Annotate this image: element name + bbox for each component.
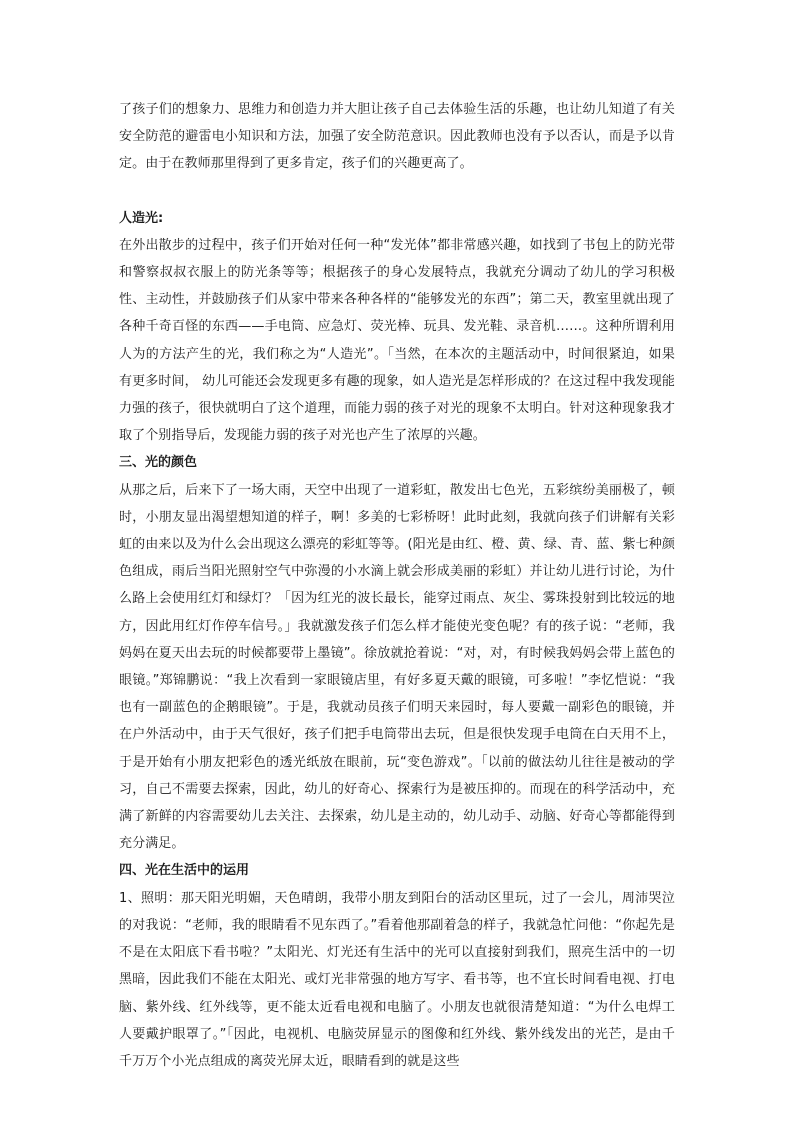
light-in-life-paragraph: 1、照明：那天阳光明媚，天色晴朗，我带小朋友到阳台的活动区里玩，过了一会儿，周沛哭泣的对我说：“老师，我的眼睛看不见东西了。”看着他那副着急的样子，我就急忙问他：“你起先是不是在太阳底下看书啦？”太阳光、灯光还有生活中的光可以直接射到我们，照亮生活中的一切黑暗，因此我们不能在太阳光、或灯光非常强的地方写字、看书等，也不宜长时间看电视、打电脑、紫外线、红外线等，更不能太近看电视和电脑了。小朋友也就很清楚知道：“为什么电焊工人要戴护眼罩了。”「因此，电视机、电脑荧屏显示的图像和红外线、紫外线发出的光芒，是由千千万万个小光点组成的离荧光屏太近，眼睛看到的就是这些 xyxy=(119,890,675,1069)
light-color-paragraph: 从那之后，后来下了一场大雨，天空中出现了一道彩虹，散发出七色光，五彩缤纷美丽极了，顿时，小朋友显出渴望想知道的样子，啊！多美的七彩桥呀！此时此刻，我就向孩子们讲解有关彩虹的由来以及为什么会出现这么漂亮的彩虹等等。(阳光是由红、橙、黄、绿、青、蓝、紫七种颜色组成，雨后当阳光照射空气中弥漫的小水滴上就会形成美丽的彩虹）并让幼儿进行讨论，为什么路上会使用红灯和绿灯？「因为红光的波长最长，能穿过雨点、灰尘、雾珠投射到比较远的地方，因此用红灯作停车信号。」我就激发孩子们怎么样才能使光变色呢？有的孩子说：“老师，我妈妈在夏天出去玩的时候都要带上墨镜”。徐放就抢着说：“对，对，有时候我妈妈会带上蓝色的眼镜。”郑锦鹏说：“我上次看到一家眼镜店里，有好多夏天戴的眼镜，可多啦！”李忆恺说：“我也有一副蓝色的企鹅眼镜”。于是，我就动员孩子们明天来园时，每人要戴一副彩色的眼镜，并在户外活动中，由于天气很好，孩子们把手电筒带出去玩，但是很快发现手电筒在白天用不上，于是开始有小朋友把彩色的透光纸放在眼前，玩“变色游戏”。「以前的做法幼儿往往是被动的学习，自己不需要去探索，因此，幼儿的好奇心、探索行为是被压抑的。而现在的科学活动中，充满了新鲜的内容需要幼儿去关注、去探索，幼儿是主动的，幼儿动手、动脑、好奇心等都能得到充分满足。 xyxy=(119,482,675,852)
section-heading-man-made-light: 人造光: xyxy=(119,210,164,226)
intro-paragraph: 了孩子们的想象力、思维力和创造力并大胆让孩子自己去体验生活的乐趣，也让幼儿知道了有关安全防范的避雷电小知识和方法，加强了安全防范意识。因此教师也没有予以否认，而是予以肯定。由于在教师那里得到了更多肯定，孩子们的兴趣更高了。 xyxy=(119,102,675,172)
document-page xyxy=(119,96,675,1075)
section-heading-light-color: 三、光的颜色 xyxy=(119,455,198,471)
spacer xyxy=(119,178,675,205)
man-made-light-paragraph: 在外出散步的过程中，孩子们开始对任何一种“发光体”都非常感兴趣，如找到了书包上的防光带和警察叔叔衣服上的防光条等等；根据孩子的身心发展特点，我就充分调动了幼儿的学习积极性、主动性，并鼓励孩子们从家中带来各种各样的“能够发光的东西”；第二天，教室里就出现了各种千奇百怪的东西——手电筒、应急灯、荧光棒、玩具、发光鞋、录音机……。这种所谓利用人为的方法产生的光，我们称之为“人造光”。「当然，在本次的主题活动中，时间很紧迫，如果有更多时间， 幼儿可能还会发现更多有趣的现象，如人造光是怎样形成的？在这过程中我发现能力强的孩子，很快就明白了这个道理，而能力弱的孩子对光的现象不太明白。针对这种现象我才取了个别指导后，发现能力弱的孩子对光也产生了浓厚的兴趣。 xyxy=(119,237,675,444)
section-heading-light-in-life: 四、光在生活中的运用 xyxy=(119,863,250,879)
